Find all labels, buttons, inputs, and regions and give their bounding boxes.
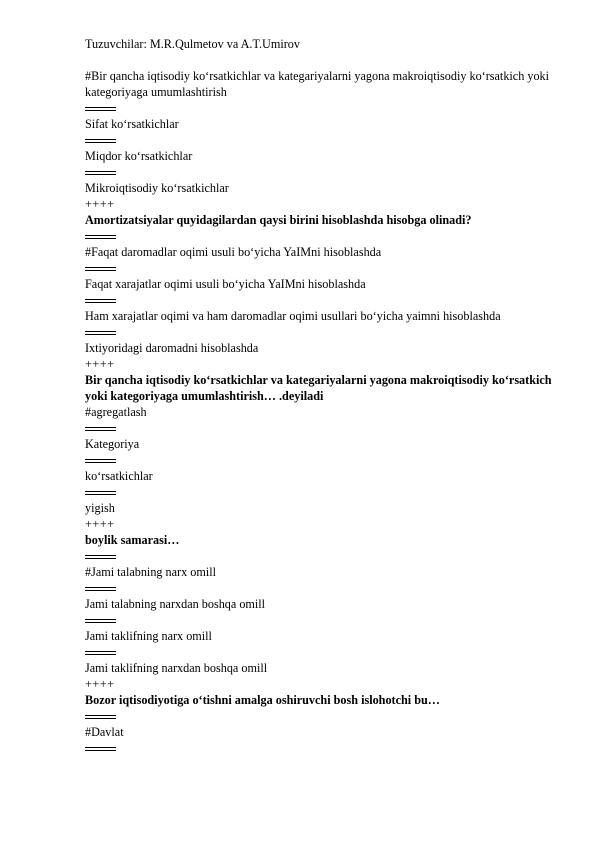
question-4-option-1: #Jami talabning narx omill [85, 565, 216, 579]
option-separator [85, 580, 116, 596]
question-4-text: boylik samarasi… [85, 533, 180, 547]
question-2-text: Amortizatsiyalar quyidagilardan qaysi birini hisoblashda hisobga olinadi? [85, 213, 472, 227]
question-1-option-3: Mikroiqtisodiy ko‘rsatkichlar [85, 181, 229, 195]
question-2-option-4: Ixtiyoridagi daromadni hisoblashda [85, 341, 259, 355]
option-separator [85, 484, 116, 500]
option-separator [85, 164, 116, 180]
option-separator [85, 228, 116, 244]
option-separator [85, 740, 116, 756]
option-separator [85, 452, 116, 468]
question-3-option-2: Kategoriya [85, 437, 140, 451]
option-separator [85, 548, 116, 564]
option-separator [85, 612, 116, 628]
option-separator [85, 324, 116, 340]
option-separator [85, 644, 116, 660]
option-separator [85, 420, 116, 436]
document-page [85, 36, 555, 756]
option-separator [85, 292, 116, 308]
question-delimiter: ++++ [85, 677, 115, 691]
option-separator [85, 260, 116, 276]
question-delimiter: ++++ [85, 357, 115, 371]
option-separator [85, 708, 116, 724]
blank-line [85, 52, 555, 68]
question-delimiter: ++++ [85, 517, 115, 531]
option-separator [85, 100, 116, 116]
question-delimiter: ++++ [85, 197, 115, 211]
question-3-option-3: ko‘rsatkichlar [85, 469, 153, 483]
question-5-text: Bozor iqtisodiyotiga o‘tishni amalga oshiruvchi bosh islohotchi bu… [85, 693, 440, 707]
option-separator [85, 132, 116, 148]
question-1-option-1: Sifat ko‘rsatkichlar [85, 117, 179, 131]
question-1-text: #Bir qancha iqtisodiy ko‘rsatkichlar va kategariyalarni yagona makroiqtisodiy ko‘rsatkich yoki kategoriyaga umumlashtirish [85, 69, 550, 99]
question-4-option-3: Jami taklifning narx omill [85, 629, 212, 643]
authors-line: Tuzuvchilar: M.R.Qulmetov va A.T.Umirov [85, 37, 300, 51]
question-3-option-4: yigish [85, 501, 115, 515]
question-1-option-2: Miqdor ko‘rsatkichlar [85, 149, 193, 163]
question-3-option-1: #agregatlash [85, 405, 147, 419]
question-2-option-3: Ham xarajatlar oqimi va ham daromadlar oqimi usullari bo‘yicha yaimni hisoblashda [85, 309, 501, 323]
question-4-option-4: Jami taklifning narxdan boshqa omill [85, 661, 268, 675]
question-2-option-1: #Faqat daromadlar oqimi usuli bo‘yicha YaIMni hisoblashda [85, 245, 382, 259]
question-3-text: Bir qancha iqtisodiy ko‘rsatkichlar va kategariyalarni yagona makroiqtisodiy ko‘rsatkich yoki kategoriyaga umumlashtirish… .deyiladi [85, 373, 552, 403]
question-5-option-1: #Davlat [85, 725, 124, 739]
question-2-option-2: Faqat xarajatlar oqimi usuli bo‘yicha YaIMni hisoblashda [85, 277, 366, 291]
question-4-option-2: Jami talabning narxdan boshqa omill [85, 597, 266, 611]
